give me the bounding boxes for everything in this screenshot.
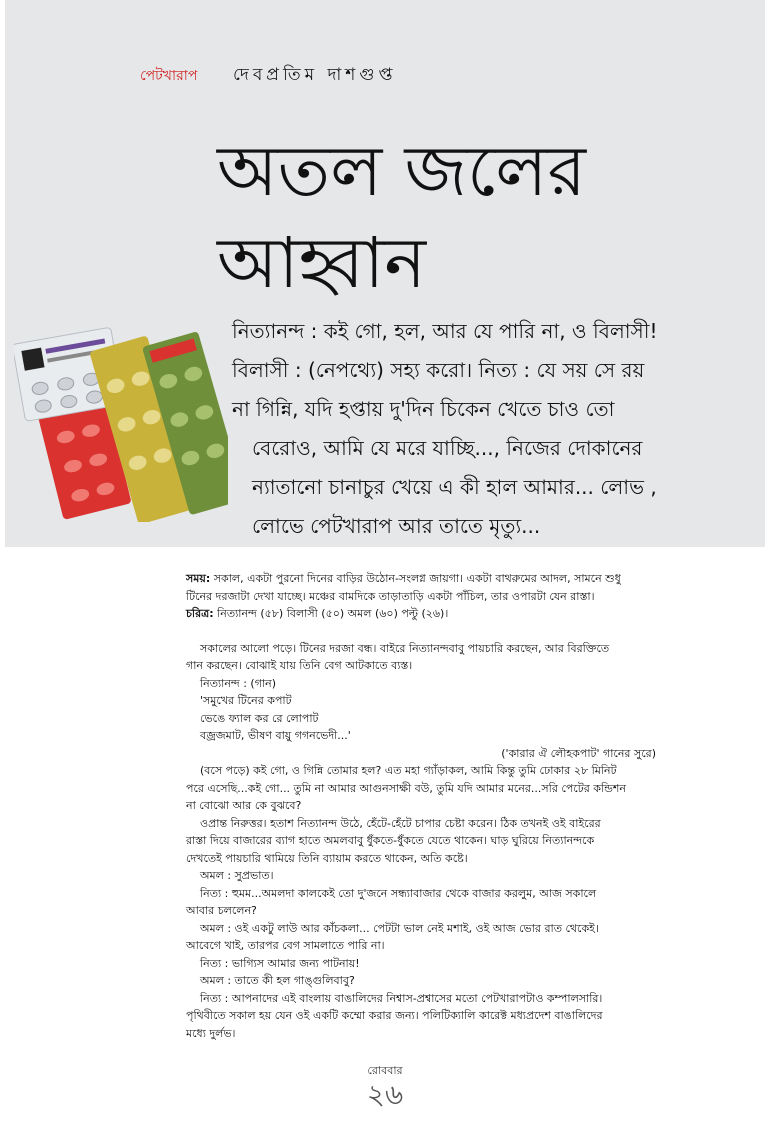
body-line: না বোঝো আর কে বুঝবে? (186, 799, 302, 812)
body-line: বজ্রজমাট, ভীষণ বায়ু গগনভেদী...' (200, 729, 351, 742)
title-line-2: আহ্বান (217, 222, 427, 304)
time-label: সময়: (186, 572, 211, 585)
body-line: আবেগে খাই, তারপর বেগ সামলাতে পারি না। (186, 939, 385, 952)
article-body (186, 570, 656, 1042)
intro-text (232, 312, 672, 546)
intro-line: বিলাসী : (নেপথ্যে) সহ্য করো। নিত্য : যে সয় সে রয় (232, 358, 645, 382)
body-line: রাস্তা দিয়ে বাজারের ব্যাগ হাতে অমলবাবু ধুঁকতে-ধুঁকতে যেতে থাকেন। ঘাড় ঘুরিয়ে নিত্যানন্দকে (186, 834, 595, 847)
title-line-1: অতল জলের (217, 130, 586, 212)
characters-text: নিত্যানন্দ (৫৮) বিলাসী (৫০) অমল (৬০) পল্টু (২৬)। (213, 607, 449, 620)
intro-line: ন্যাতানো চানাচুর খেয়ে এ কী হাল আমার... লোভ , (252, 475, 657, 499)
body-line: অমল : ওই একটু লাউ আর কাঁচকলা... পেটটা ভাল নেই মশাই, ওই আজ ভোর রাত থেকেই। (200, 921, 599, 935)
time-paragraph (186, 570, 656, 588)
article-title (217, 125, 586, 309)
body-line: পরে এসেছি...কই গো... তুমি না আমার আগুনসাক্ষী বউ, তুমি যদি আমার মনের...সরি পেটের কন্ডিশন (186, 781, 626, 795)
characters-paragraph (186, 605, 656, 623)
body-line: গান করছেন। বোঝাই যায় তিনি বেগ আটকাতে ব্যস্ত। (186, 659, 413, 672)
intro-line: বেরোও, আমি যে মরে যাচ্ছি..., নিজের দোকানের (252, 436, 643, 460)
body-line: পৃথিবীতে সকাল হয় যেন ওই একটি কম্মো করার জন্য। পলিটিক্যালি কারেক্ট মধ্যপ্রদেশ বাঙালিদের (186, 1009, 603, 1022)
body-line: নিত্য : আপনাদের এই বাংলায় বাঙালিদের নিশ্বাস-প্রশ্বাসের মতো পেটখারাপটাও কম্পালসারি। (200, 991, 603, 1005)
body-line: (বসে পড়ে) কই গো, ও গিন্নি তোমার হল? এত মহা গ্যাঁড়াকল, আমি কিন্তু তুমি ঢোকার ২৮ মিনিট (200, 764, 617, 777)
footer-magazine-label: রোববার (367, 1064, 403, 1077)
body-line: ভেঙে ফ্যাল কর রে লোপাট (200, 711, 319, 725)
body-line: নিত্য : ভাগ্যিস আমার জন্য পাটনায়! (200, 956, 360, 970)
body-line: আবার চললেন? (186, 904, 257, 917)
body-line: সকালের আলো পড়ে। টিনের দরজা বন্ধ। বাইরে নিত্যানন্দবাবু পায়চারি করছেন, আর বিরক্তিতে (200, 641, 610, 655)
body-line: 'সমুখের টিনের কপাট (200, 694, 292, 707)
author-name: দেবপ্রতিম দাশগুপ্ত (233, 65, 397, 85)
body-line: নিত্য : হুমম...অমলদা কালকেই তো দু'জনে সন্ধ্যাবাজার থেকে বাজার করলুম, আজ সকালে (200, 886, 597, 900)
body-line: মধ্যে দুর্লভ। (186, 1026, 236, 1040)
intro-line: নিত্যানন্দ : কই গো, হল, আর যে পারি না, ও বিলাসী! (232, 319, 658, 343)
intro-line: না গিন্নি, যদি হপ্তায় দু'দিন চিকেন খেতে চাও তো (232, 397, 615, 421)
time-paragraph-cont: টিনের দরজাটা দেখা যাচ্ছে। মঞ্চের বামদিকে তাড়াতাড়ি একটা পাঁচিল, তার ওপারটা যেন রাস্তা। (186, 589, 595, 603)
body-line: ('কারার ঐ লৌহকপাট' গানের সুরে) (501, 746, 656, 760)
page-number: ২৬ (366, 1078, 404, 1111)
time-text: সকাল, একটা পুরনো দিনের বাড়ির উঠোন-সংলগ্ন জায়গা। একটা বাথরুমের আদল, সামনে শুধু (210, 572, 621, 585)
body-line: অমল : তাতে কী হল গাঙ্গুলিবাবু? (200, 974, 355, 987)
section-tag: পেটখারাপ (140, 68, 198, 84)
right-margin (765, 0, 770, 547)
body-line: ওপ্রান্ত নিরুত্তর। হতাশ নিত্যানন্দ উঠে, হেঁটে-হেঁটে চাপার চেষ্টা করেন। ঠিক তখনই ওই বাইরের (200, 816, 601, 830)
body-line: নিত্যানন্দ : (গান) (200, 676, 276, 690)
characters-label: চরিত্র: (186, 607, 214, 620)
body-line: দেখতেই পায়চারি থামিয়ে তিনি ব্যায়াম করতে থাকেন, অতি কষ্টে। (186, 851, 468, 865)
pill-strips-image (14, 314, 228, 522)
body-line: অমল : সুপ্রভাত। (200, 869, 274, 882)
intro-line: লোভে পেটখারাপ আর তাতে মৃত্যু... (252, 514, 541, 538)
